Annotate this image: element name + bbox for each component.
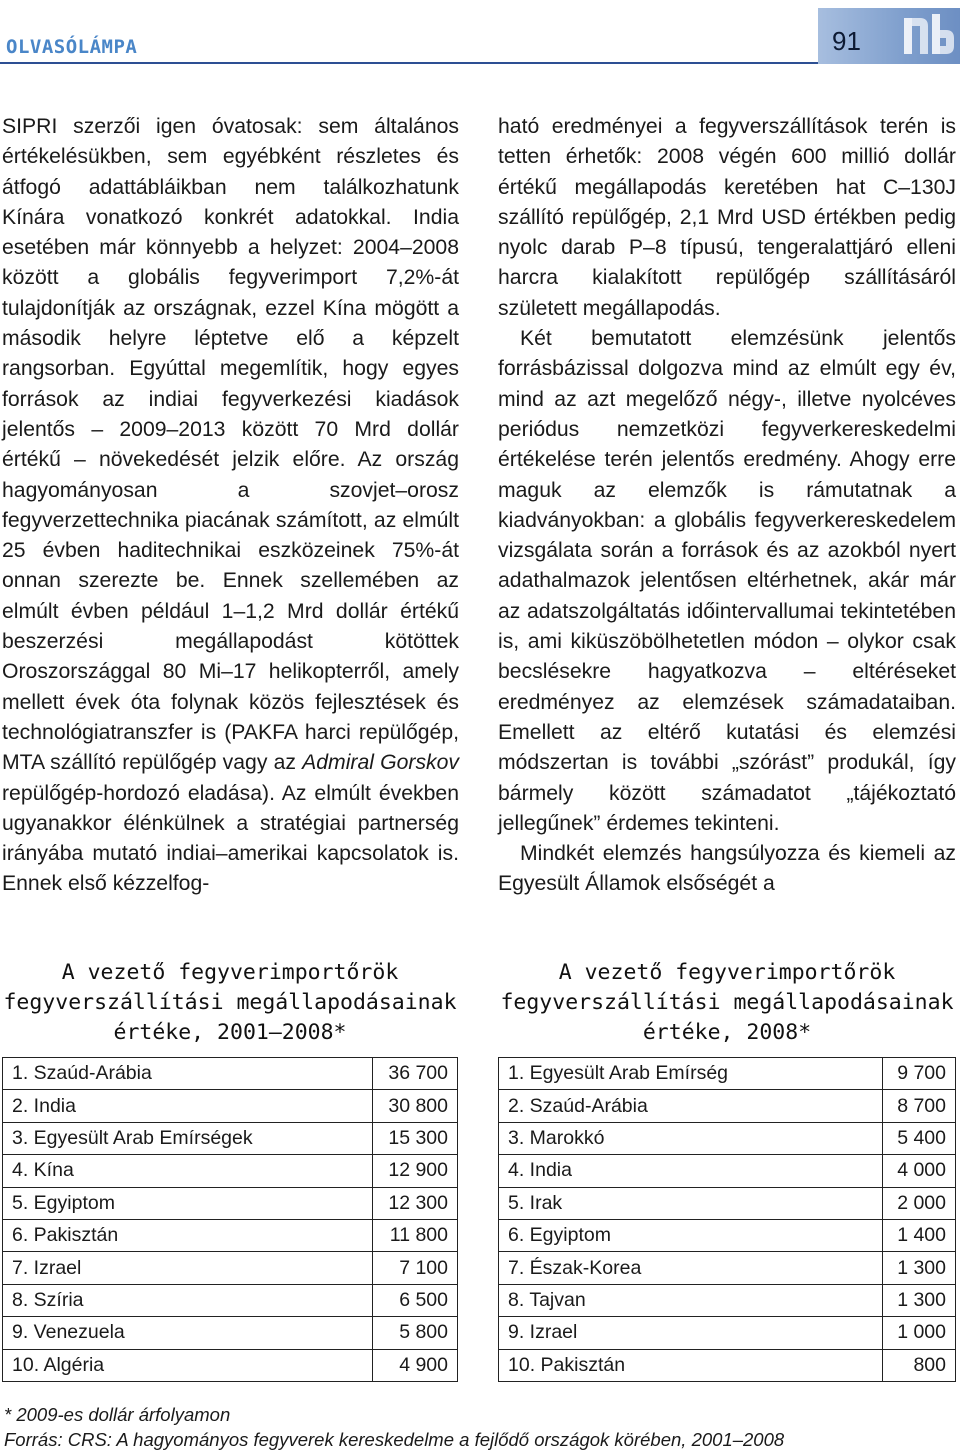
value-cell: 4 900 [373,1349,458,1381]
source-footnote: Forrás: CRS: A hagyományos fegyverek kereskedelme a fejlődő országok körében, 2001–2008 [4,1429,785,1450]
table-row [499,1317,956,1349]
table-row [499,1058,956,1090]
table-row [3,1219,458,1251]
country-cell: 8. Szíria [3,1284,373,1316]
country-cell: 9. Venezuela [3,1317,373,1349]
country-cell: 6. Egyiptom [499,1219,883,1251]
table-row [499,1284,956,1316]
value-cell: 15 300 [373,1122,458,1154]
value-cell: 8 700 [883,1090,956,1122]
value-cell: 5 400 [883,1122,956,1154]
value-cell: 36 700 [373,1058,458,1090]
country-cell: 5. Irak [499,1187,883,1219]
value-cell: 9 700 [883,1058,956,1090]
table-row [3,1349,458,1381]
country-cell: 9. Izrael [499,1317,883,1349]
value-cell: 12 300 [373,1187,458,1219]
table-title-left [0,958,460,1048]
value-cell: 11 800 [373,1219,458,1251]
table-title-line: fegyverszállítási megállapodásainak [3,990,457,1015]
table-row [3,1252,458,1284]
article-column-right [498,112,956,900]
currency-footnote: * 2009-es dollár árfolyamon [4,1404,231,1425]
table-row [499,1349,956,1381]
country-cell: 7. Izrael [3,1252,373,1284]
section-label: OLVASÓLÁMPA [6,36,138,58]
paragraph-text: SIPRI szerzői igen óvatosak: sem általános értékelésükben, sem egyébként részletes és átfogó adattábláikban nem találkozhatunk Kínára vonatkozó konkrét adatokkal. India esetében már könnyebb a helyzet: 2004–2008 között a globális fegyverimport 7,2%-át tulajdonítják az országnak, ezzel Kína mögött a második helyre léptetve elő a képzelt rangsorban. Egyúttal megemlítik, hogy egyes források az indiai fegyverkezési kiadások jelentős – 2009–2013 között 70 Mrd dollár értékű – növekedését jelzik előre. Az ország hagyományosan a szovjet–orosz fegyverzettechnika piacának számított, az elmúlt 25 évben haditechnikai eszközeinek 75%-át onnan szerezte be. Ennek szellemében az elmúlt évben például 1–1,2 Mrd dollár értékű beszerzési megállapodást kötöttek Oroszországgal 80 Mi–17 helikopterről, amely mellett évek óta folynak közös fejlesztések és technológiatranszfer is (PAKFA harci repülőgép, MTA szállító repülőgép vagy az [2,115,459,775]
country-cell: 2. India [3,1090,373,1122]
value-cell: 2 000 [883,1187,956,1219]
table-row [3,1090,458,1122]
table-row [3,1155,458,1187]
paragraph-text-tail: repülőgép-hordozó eladása). Az elmúlt években ugyanakkor élénkülnek a stratégiai partnerség irányába mutató indiai–amerikai kapcsolatok is. Ennek első kézzelfog- [2,781,459,896]
table-row [3,1122,458,1154]
country-cell: 10. Pakisztán [499,1349,883,1381]
table-title-line: fegyverszállítási megállapodásainak [500,990,954,1015]
table-title-right [497,958,957,1048]
table-title-line: értéke, 2001–2008* [113,1020,347,1045]
country-cell: 4. Kína [3,1155,373,1187]
table-row [499,1122,956,1154]
value-cell: 800 [883,1349,956,1381]
country-cell: 5. Egyiptom [3,1187,373,1219]
value-cell: 5 800 [373,1317,458,1349]
ship-name: Admiral Gorskov [302,751,460,775]
table-title-line: A vezető fegyverimportőrök [558,960,896,985]
value-cell: 1 300 [883,1252,956,1284]
country-cell: 7. Észak-Korea [499,1252,883,1284]
value-cell: 4 000 [883,1155,956,1187]
country-cell: 3. Egyesült Arab Emírségek [3,1122,373,1154]
article-column-left [2,112,459,900]
value-cell: 1 400 [883,1219,956,1251]
value-cell: 1 300 [883,1284,956,1316]
page-number-box [818,8,960,64]
paragraph [2,112,459,900]
value-cell: 7 100 [373,1252,458,1284]
table-title-line: értéke, 2008* [642,1020,812,1045]
paragraph: Két bemutatott elemzésünk jelentős forrásbázissal dolgozva mind az elmúlt egy év, mind az azt megelőző négy-, illetve nyolcéves periódus nemzetközi fegyverkereskedelmi értékelése terén jelentős eredmény. Ahogy erre maguk az elemzők is rámutatnak a kiadványokban: a globális fegyverkereskedelem vizsgálata során a források és az azokból nyert adathalmazok jelentősen eltérhetnek, akár már az adatszolgáltatás időintervallumai tekintetében is, ami kiküszöbölhetetlen módon – olykor csak becslésekre hagyatkozva – eltéréseket eredményez az elemzések számadataiban. Emellett az eltérő kutatási és elemzési módszertan is további „szórást” produkál, így bármely között számadatot „tájékoztató jellegűnek” érdemes tekinteni. [498,327,956,835]
value-cell: 12 900 [373,1155,458,1187]
importers-table-2001-2008 [2,1057,458,1382]
value-cell: 30 800 [373,1090,458,1122]
table-row [499,1187,956,1219]
table-row [3,1284,458,1316]
value-cell: 6 500 [373,1284,458,1316]
country-cell: 2. Szaúd-Arábia [499,1090,883,1122]
page-number: 91 [832,26,861,56]
country-cell: 1. Egyesült Arab Emírség [499,1058,883,1090]
country-cell: 10. Algéria [3,1349,373,1381]
paragraph: Mindkét elemzés hangsúlyozza és kiemeli az Egyesült Államok elsőségét a [498,842,956,896]
table-title-line: A vezető fegyverimportőrök [61,960,399,985]
magazine-logo-icon [902,12,956,60]
table-row [499,1155,956,1187]
importers-table-2008 [498,1057,956,1382]
country-cell: 4. India [499,1155,883,1187]
table-row [499,1252,956,1284]
table-row [3,1187,458,1219]
country-cell: 8. Tajvan [499,1284,883,1316]
table-row [499,1090,956,1122]
country-cell: 3. Marokkó [499,1122,883,1154]
table-row [3,1317,458,1349]
table-row [499,1219,956,1251]
header-rule [0,62,960,64]
table-row [3,1058,458,1090]
paragraph: ható eredményei a fegyverszállítások terén is tetten érhetők: 2008 végén 600 millió dollár értékű megállapodás keretében hat C–130J szállító repülőgép, 2,1 Mrd USD értékben pedig nyolc darab P–8 típusú, tengeralattjáró elleni harcra kialakított repülőgép szállításáról született megállapodás. [498,115,956,320]
country-cell: 1. Szaúd-Arábia [3,1058,373,1090]
country-cell: 6. Pakisztán [3,1219,373,1251]
value-cell: 1 000 [883,1317,956,1349]
